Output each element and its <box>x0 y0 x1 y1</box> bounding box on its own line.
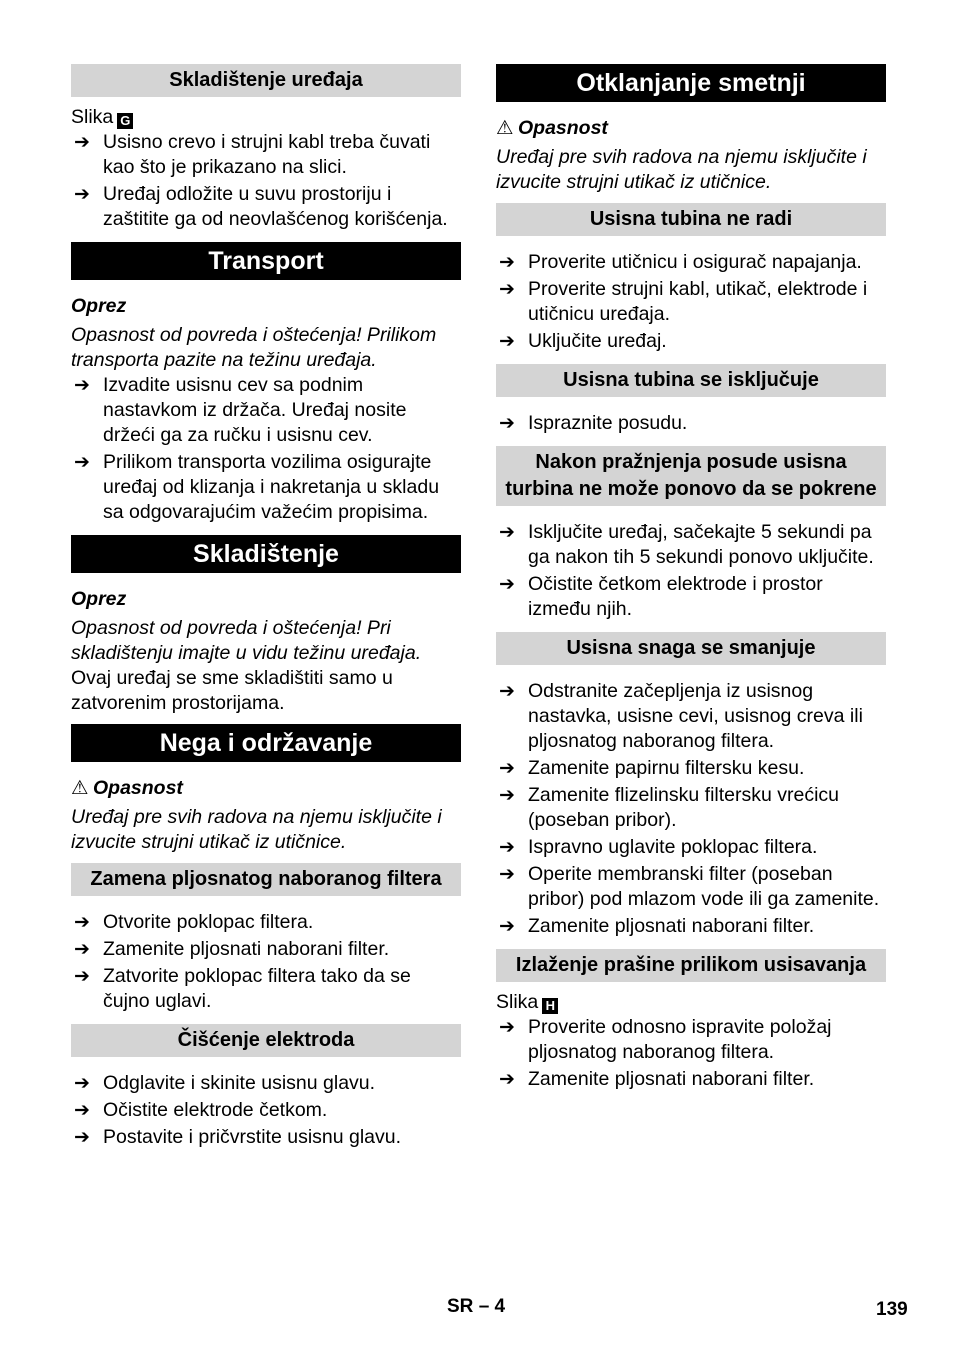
list-item: ➔ Operite membranski filter (poseban pribor) pod mlazom vode ili ga zamenite. <box>499 863 880 910</box>
figure-reference-g <box>71 105 461 130</box>
section-heading-power: Usisna snaga se smanjuje <box>496 632 886 665</box>
list-item: ➔ Otvorite poklopac filtera. <box>74 911 314 933</box>
list-item: ➔ Isključite uređaj, sačekajte 5 sekundi pa ga nakon tih 5 sekundi ponovo uključite. <box>499 521 874 568</box>
no-run-list <box>496 250 886 354</box>
caution-label: Oprez <box>71 295 127 317</box>
arrow-right-icon: ➔ <box>499 837 515 858</box>
list-item: ➔ Zamenite pljosnati naborani filter. <box>499 915 815 937</box>
arrow-right-icon: ➔ <box>499 864 515 885</box>
arrow-right-icon: ➔ <box>499 279 515 300</box>
footer-language-page <box>447 1296 505 1318</box>
right-column <box>496 64 886 1094</box>
arrow-right-icon: ➔ <box>499 413 515 434</box>
arrow-right-icon: ➔ <box>499 681 515 702</box>
filter-list <box>71 910 461 1014</box>
arrow-right-icon: ➔ <box>74 966 90 987</box>
section-heading-electrodes: Čišćenje elektroda <box>71 1024 461 1057</box>
caution-text: Opasnost od povreda i oštećenja! Prilikom transporta pazite na težinu uređaja. <box>71 324 437 371</box>
danger-text: Uređaj pre svih radova na njemu isključite i izvucite strujni utikač iz utičnice. <box>71 806 442 853</box>
arrow-right-icon: ➔ <box>499 916 515 937</box>
arrow-right-icon: ➔ <box>74 912 90 933</box>
list-item: ➔ Zatvorite poklopac filtera tako da se čujno uglavi. <box>74 965 411 1012</box>
section-heading-transport: Transport <box>71 242 461 280</box>
section-heading-troubleshooting: Otklanjanje smetnji <box>496 64 886 102</box>
figure-prefix: Slika <box>71 106 114 128</box>
caution-label: Oprez <box>71 588 127 610</box>
left-column <box>71 64 461 1152</box>
arrow-right-icon: ➔ <box>499 785 515 806</box>
list-item: ➔ Usisno crevo i strujni kabl treba čuvati kao što je prikazano na slici. <box>74 131 431 178</box>
footer-lang-page: – 4 <box>478 1296 506 1317</box>
arrow-right-icon: ➔ <box>74 375 90 396</box>
list-item: ➔ Postavite i pričvrstite usisnu glavu. <box>74 1126 402 1148</box>
transport-list <box>71 373 461 525</box>
danger-text: Uređaj pre svih radova na njemu isključite i izvucite strujni utikač iz utičnice. <box>496 146 867 193</box>
arrow-right-icon: ➔ <box>74 939 90 960</box>
list-item: ➔ Uređaj odložite u suvu prostoriju i zaštitite ga od neovlašćenog korišćenja. <box>74 183 448 230</box>
arrow-right-icon: ➔ <box>499 252 515 273</box>
list-item: ➔ Uključite uređaj. <box>499 330 667 352</box>
figure-g-label: G <box>117 113 133 129</box>
arrow-right-icon: ➔ <box>499 331 515 352</box>
arrow-right-icon: ➔ <box>74 1127 90 1148</box>
arrow-right-icon: ➔ <box>499 1069 515 1090</box>
arrow-right-icon: ➔ <box>74 452 90 473</box>
list-item: ➔ Zamenite flizelinsku filtersku vrećicu (poseban pribor). <box>499 784 840 831</box>
restart-list <box>496 520 886 622</box>
warning-triangle-icon: ⚠ <box>71 777 89 799</box>
power-list <box>496 679 886 939</box>
list-item: ➔ Proverite odnosno ispravite položaj pljosnatog naboranog filtera. <box>499 1016 832 1063</box>
arrow-right-icon: ➔ <box>74 184 90 205</box>
list-item: ➔ Ispraznite posudu. <box>499 412 688 434</box>
list-item: ➔ Odglavite i skinite usisnu glavu. <box>74 1072 376 1094</box>
section-heading-storage-device: Skladištenje uređaja <box>71 64 461 97</box>
list-item: ➔ Zamenite pljosnati naborani filter. <box>74 938 390 960</box>
list-item: ➔ Zamenite papirnu filtersku kesu. <box>499 757 805 779</box>
danger-label: ⚠ Opasnost <box>71 777 183 799</box>
switch-off-list <box>496 411 886 436</box>
list-item: ➔ Prilikom transporta vozilima osigurajte uređaj od klizanja i nakretanja u skladu sa odgovarajućim važećim propisima. <box>74 451 440 523</box>
list-item: ➔ Očistite elektrode četkom. <box>74 1099 328 1121</box>
list-item: ➔ Odstranite začepljenja iz usisnog nastavka, usisne cevi, usisnog creva ili pljosnatog naboranog filtera. <box>499 680 863 752</box>
storage-device-list <box>71 130 461 232</box>
section-heading-care: Nega i održavanje <box>71 724 461 762</box>
arrow-right-icon: ➔ <box>74 1100 90 1121</box>
section-heading-filter: Zamena pljosnatog naboranog filtera <box>71 863 461 896</box>
figure-reference-h <box>496 990 886 1015</box>
section-heading-storage: Skladištenje <box>71 535 461 573</box>
arrow-right-icon: ➔ <box>499 574 515 595</box>
electrodes-list <box>71 1071 461 1150</box>
list-item: ➔ Proverite utičnicu i osigurač napajanja. <box>499 251 862 273</box>
arrow-right-icon: ➔ <box>74 132 90 153</box>
figure-h-label: H <box>542 998 558 1014</box>
dust-list <box>496 1015 886 1092</box>
figure-prefix: Slika <box>496 991 539 1013</box>
arrow-right-icon: ➔ <box>499 1017 515 1038</box>
section-heading-restart: Nakon pražnjenja posude usisna turbina ne može ponovo da se pokrene <box>496 446 886 506</box>
caution-text: Opasnost od povreda i oštećenja! Pri skladištenju imajte u vidu težinu uređaja. <box>71 617 422 664</box>
list-item: ➔ Zamenite pljosnati naborani filter. <box>499 1068 815 1090</box>
page-number: 139 <box>876 1299 908 1320</box>
section-heading-no-run: Usisna tubina ne radi <box>496 203 886 236</box>
list-item: ➔ Izvadite usisnu cev sa podnim nastavkom iz držača. Uređaj nosite držeći ga za ručku i usisnu cev. <box>74 374 407 446</box>
arrow-right-icon: ➔ <box>499 758 515 779</box>
list-item: ➔ Očistite četkom elektrode i prostor između njih. <box>499 573 823 620</box>
footer-lang-label: SR <box>447 1296 474 1317</box>
arrow-right-icon: ➔ <box>74 1073 90 1094</box>
warning-triangle-icon: ⚠ <box>496 117 514 139</box>
danger-label: ⚠ Opasnost <box>496 117 608 139</box>
section-heading-switch-off: Usisna tubina se isključuje <box>496 364 886 397</box>
storage-text: Ovaj uređaj se sme skladištiti samo u zatvorenim prostorijama. <box>71 667 393 714</box>
section-heading-dust: Izlaženje prašine prilikom usisavanja <box>496 949 886 982</box>
list-item: ➔ Ispravno uglavite poklopac filtera. <box>499 836 818 858</box>
list-item: ➔ Proverite strujni kabl, utikač, elektrode i utičnicu uređaja. <box>499 278 868 325</box>
arrow-right-icon: ➔ <box>499 522 515 543</box>
